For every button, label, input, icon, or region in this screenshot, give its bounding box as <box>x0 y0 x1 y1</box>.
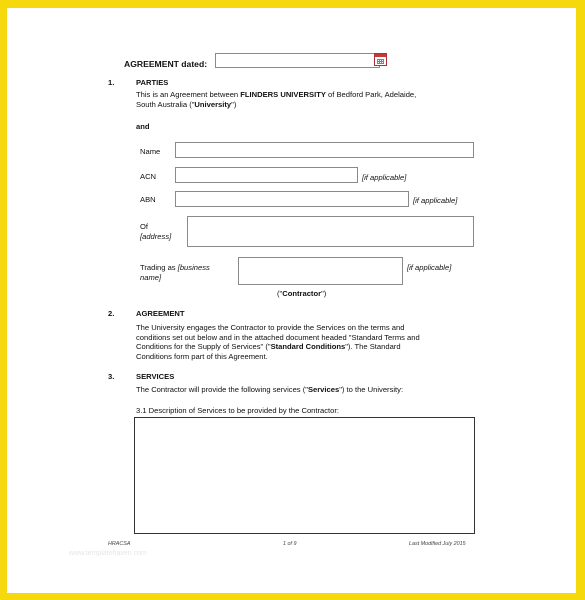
section-number-parties: 1. <box>108 78 115 87</box>
name-input[interactable] <box>175 142 474 158</box>
section-title-services: SERVICES <box>136 372 175 381</box>
parties-text-line-2: South Australia ("University") <box>136 100 237 109</box>
agreement-dated-label: AGREEMENT dated: <box>124 59 208 69</box>
services-description-label: 3.1 Description of Services to be provided by the Contractor: <box>136 406 340 415</box>
watermark: www.templatehaven.com <box>69 550 147 557</box>
name-label: Name <box>140 147 161 156</box>
agreement-text: The University engages the Contractor to provide the Services on the terms and conditions set out below and in the attached document headed "Standard Terms and Conditions for the Supply of Services" ("Standard Conditions"). The Standard Conditions form part of this Agreement. <box>136 323 420 361</box>
parties-text-line-1: This is an Agreement between FLINDERS UNIVERSITY of Bedford Park, Adelaide, <box>136 90 417 99</box>
footer-right: Last Modified July 2015 <box>409 541 466 547</box>
document-page <box>7 8 576 593</box>
agreement-date-input[interactable] <box>215 53 380 68</box>
address-label: [address] <box>140 232 172 241</box>
section-number-services: 3. <box>108 372 115 381</box>
of-label: Of <box>140 222 149 231</box>
and-label: and <box>136 122 150 131</box>
section-number-agreement: 2. <box>108 309 115 318</box>
address-input[interactable] <box>187 216 474 247</box>
section-title-agreement: AGREEMENT <box>136 309 185 318</box>
services-description-input[interactable] <box>134 417 475 534</box>
trading-as-input[interactable] <box>238 257 403 285</box>
contractor-definition: ("Contractor") <box>277 289 327 298</box>
section-title-parties: PARTIES <box>136 78 169 87</box>
acn-note: [if applicable] <box>362 173 407 182</box>
trading-as-label: Trading as [business name] <box>140 263 210 282</box>
abn-input[interactable] <box>175 191 409 207</box>
footer-left: HRACSA <box>108 541 131 547</box>
footer-page-number: 1 of 9 <box>283 541 297 547</box>
acn-label: ACN <box>140 172 157 181</box>
services-text: The Contractor will provide the following services ("Services") to the University: <box>136 385 404 394</box>
abn-note: [if applicable] <box>413 196 458 205</box>
trading-note: [if applicable] <box>407 263 452 272</box>
acn-input[interactable] <box>175 167 358 183</box>
calendar-icon[interactable] <box>374 53 387 66</box>
abn-label: ABN <box>140 195 156 204</box>
